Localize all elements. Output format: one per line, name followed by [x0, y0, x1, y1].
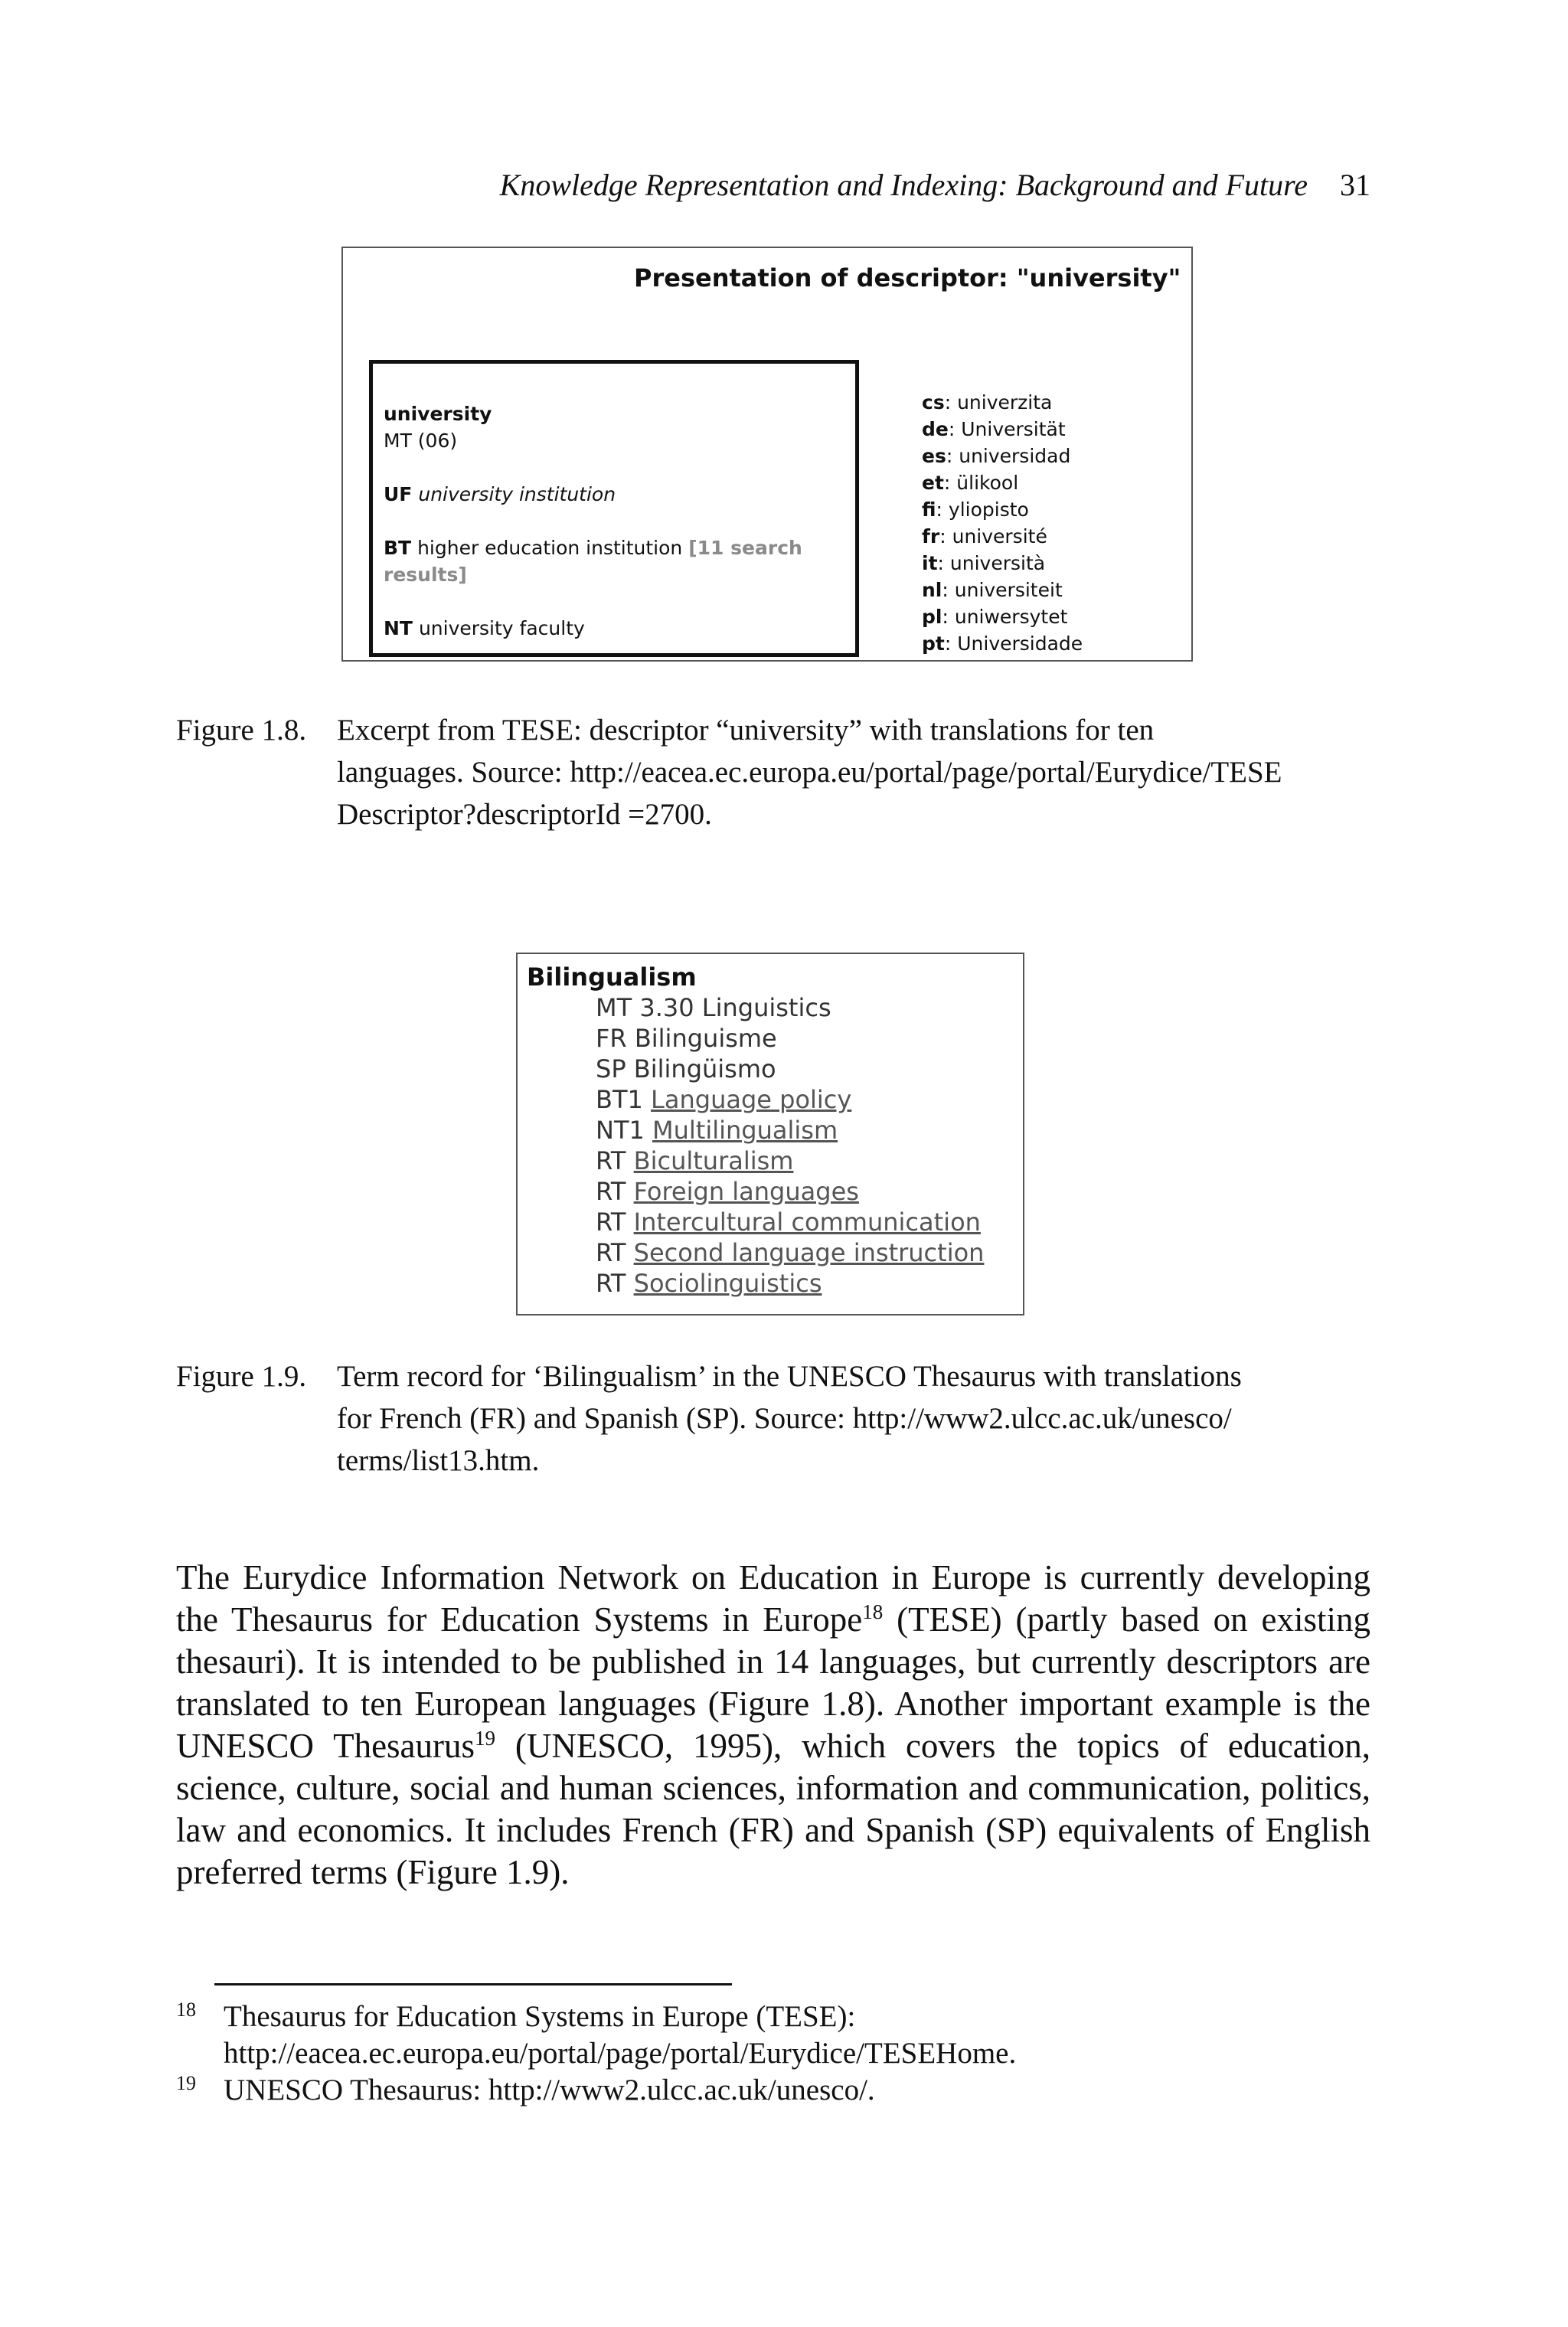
term-row: NT1 Multilingualism [596, 1116, 838, 1145]
term-row: BT1 Language policy [596, 1085, 852, 1114]
descriptor-term: university [384, 403, 492, 425]
term-row: RT Second language instruction [596, 1238, 985, 1267]
term-link[interactable]: Biculturalism [633, 1146, 794, 1175]
descriptor-uf-row: UF university institution [384, 483, 616, 505]
term-row: FR Bilinguisme [596, 1024, 777, 1053]
term-row: RT Biculturalism [596, 1146, 794, 1175]
footnote-rule [214, 1983, 732, 1985]
descriptor-mt: MT (06) [384, 430, 458, 452]
term-link[interactable]: Intercultural communication [633, 1208, 981, 1237]
descriptor-nt-row: NT university faculty [384, 617, 585, 639]
search-results-link: [11 search results] [384, 537, 802, 586]
translation-item: it: università [922, 552, 1046, 574]
term-link[interactable]: Language policy [651, 1085, 852, 1114]
footnote: 18 Thesaurus for Education Systems in Europe (TESE): http://eacea.ec.europa.eu/portal/page/portal/Eurydice/TESEHome. [176, 1999, 1370, 2072]
translation-item: es: universidad [922, 445, 1071, 467]
translation-item: et: ülikool [922, 472, 1019, 494]
body-paragraph: The Eurydice Information Network on Education in Europe is currently developing the Thesaurus for Education Systems in Europe$^{18}$ (TESE) (partly based on existing thesauri). It is intended to be published in 14 languages, but currently descriptors are translated to ten European languages (Figure 1.8). Another important example is the UNESCO Thesaurus$^{19}$ (UNESCO, 1995), which covers the topics of education, science, culture, social and human sciences, information and communication, politics, law and economics. It includes French (FR) and Spanish (SP) equivalents of English preferred terms (Figure 1.9). [176, 1558, 1370, 1891]
caption-label: Figure 1.9. [176, 1360, 307, 1393]
footnote-mark: 18 [176, 1999, 196, 2021]
footnotes [176, 1999, 1370, 2109]
descriptor-bt-row: BT higher education institution [11 search results] [384, 537, 802, 586]
term-link[interactable]: Multilingualism [652, 1116, 838, 1145]
term-title: Bilingualism [527, 963, 697, 992]
descriptor-heading: Presentation of descriptor: "university" [634, 263, 1181, 293]
term-row: MT 3.30 Linguistics [596, 993, 831, 1022]
running-header [429, 167, 1370, 213]
translation-item: cs: univerzita [922, 391, 1053, 413]
term-link[interactable]: Second language instruction [633, 1238, 985, 1267]
term-row: SP Bilingüismo [596, 1054, 776, 1083]
footnote: 19 UNESCO Thesaurus: http://www2.ulcc.ac.uk/unesco/. [176, 2072, 1370, 2109]
translation-item: fr: université [922, 525, 1047, 547]
term-link[interactable]: Foreign languages [633, 1177, 859, 1206]
translation-item: pl: uniwersytet [922, 606, 1068, 628]
page-number: 31 [1340, 168, 1370, 202]
footnote-ref[interactable]: 18 [862, 1600, 884, 1623]
caption-label: Figure 1.8. [176, 714, 307, 747]
term-row: RT Foreign languages [596, 1177, 859, 1206]
footnote-mark: 19 [176, 2072, 196, 2094]
term-link[interactable]: Sociolinguistics [633, 1269, 822, 1298]
figure-1-8-caption: Figure 1.8. Excerpt from TESE: descriptor “university” with translations for ten languages. Source: http://eacea.ec.europa.eu/portal/page/portal/Eurydice/TESE Descriptor?descriptorId =2700. [176, 709, 1370, 835]
footnote-ref[interactable]: 19 [475, 1727, 496, 1750]
term-row: RT Sociolinguistics [596, 1269, 822, 1298]
figure-1-8-screenshot [341, 247, 1193, 662]
descriptor-record-box [369, 360, 859, 657]
term-row: RT Intercultural communication [596, 1208, 981, 1237]
figure-1-9-caption: Figure 1.9. Term record for ‘Bilingualism’ in the UNESCO Thesaurus with translations for French (FR) and Spanish (SP). Source: http://www2.ulcc.ac.uk/unesco/ terms/list13.htm. [176, 1355, 1370, 1482]
term-record-rows [596, 992, 984, 1299]
translations-list [922, 389, 1083, 657]
translation-item: nl: universiteit [922, 579, 1063, 601]
translation-item: fi: yliopisto [922, 498, 1029, 521]
figure-1-9-screenshot [516, 953, 1024, 1315]
translation-item: pt: Universidade [922, 632, 1083, 655]
running-title: Knowledge Representation and Indexing: Background and Future [499, 168, 1308, 202]
translation-item: de: Universität [922, 418, 1066, 440]
